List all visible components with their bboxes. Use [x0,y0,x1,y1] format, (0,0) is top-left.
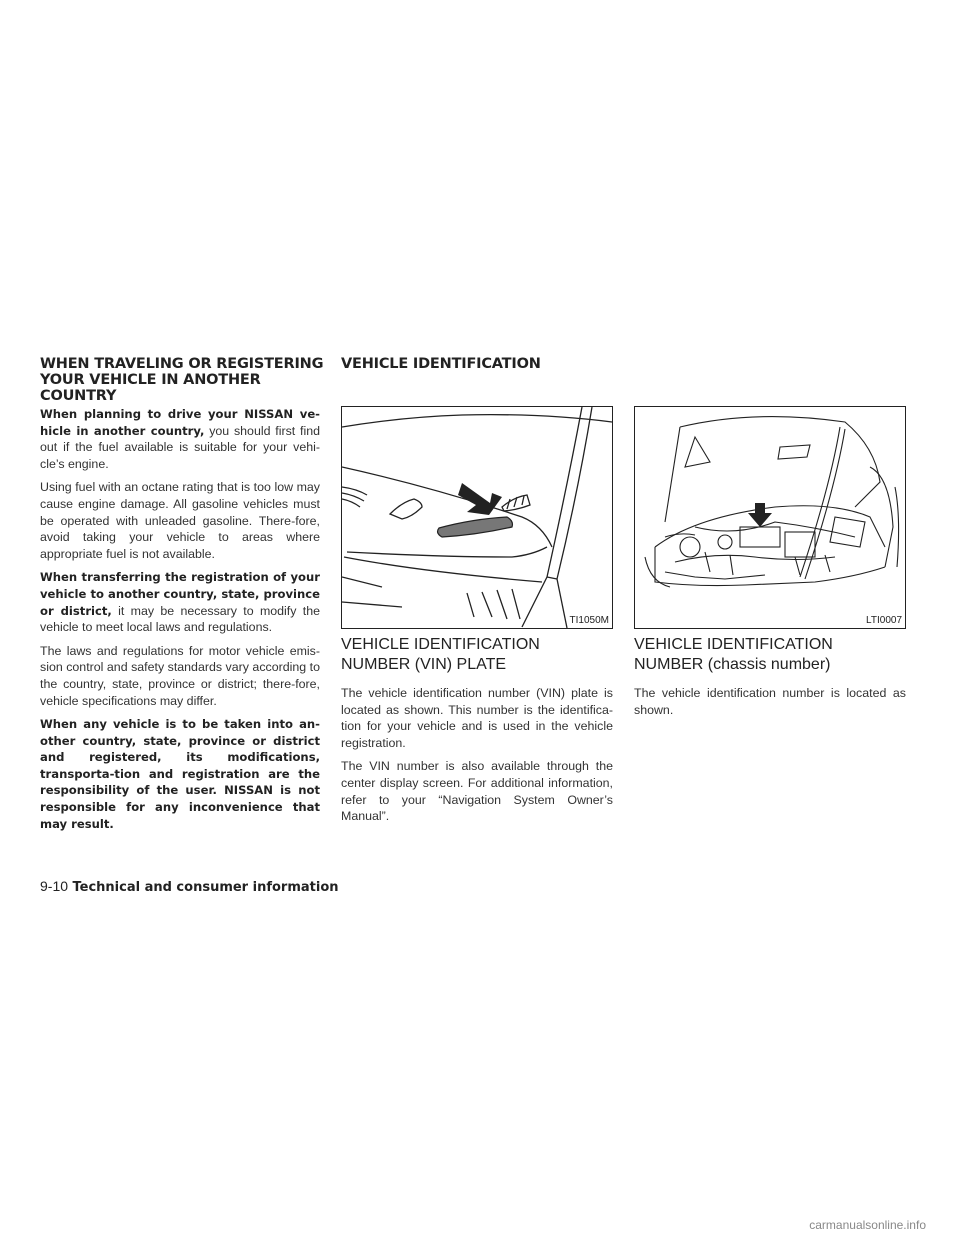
paragraph-1-text: you should first find out if the fuel available is suitable for your vehi-cle’s engine. [40,423,320,471]
paragraph-1-bold: When planning to drive your NISSAN ve-hicle in another country, [40,407,320,438]
right-section-heading: VEHICLE IDENTIFICATION [341,356,541,372]
left-section-heading: WHEN TRAVELING OR REGISTERING YOUR VEHICLE IN ANOTHER COUNTRY [40,356,324,404]
chassis-illustration [635,407,905,628]
chassis-figure [634,406,906,629]
paragraph-5-bold: When any vehicle is to be taken into an-other country, state, province or district and registered, its modifications, transporta-tion and registration are the responsibility of the user. NISSAN is not responsible for any inconvenience that may result. [40,717,320,831]
vin-plate-section [341,635,613,832]
paragraph-2-text: Using fuel with an octane rating that is too low may cause engine damage. All gasoline vehicles must be operated with unleaded gasoline. There-fore, avoid taking your vehicle to areas where appropriate fuel is not available. [40,480,320,561]
watermark-text: carmanualsonline.info [809,1218,926,1232]
vin-plate-title: VEHICLE IDENTIFICATION NUMBER (VIN) PLATE [341,636,540,673]
page-number: 9-10 [40,878,69,894]
paragraph-3 [40,569,320,635]
vin-plate-paragraph-2: The VIN number is also available through the center display screen. For additional information, refer to your “Navigation System Owner’s Manual”. [341,759,613,824]
page-footer [40,878,339,896]
chassis-section [634,635,906,725]
vin-plate-figure-code: TI1050M [569,615,609,626]
left-section-body [40,406,320,839]
chapter-title: Technical and consumer information [72,880,339,895]
paragraph-4 [40,643,320,709]
vin-plate-illustration [342,407,612,628]
vin-plate-figure [341,406,613,629]
vin-plate-paragraph-1: The vehicle identification number (VIN) plate is located as shown. This number is the identifica-tion for your vehicle and is used in the vehicle registration. [341,686,613,750]
chassis-figure-code: LTI0007 [866,615,902,626]
chassis-title: VEHICLE IDENTIFICATION NUMBER (chassis number) [634,636,833,673]
chassis-paragraph-1: The vehicle identification number is located as shown. [634,686,906,717]
paragraph-2 [40,479,320,562]
paragraph-4-text: The laws and regulations for motor vehicle emis-sion control and safety standards vary according to the country, state, province or district; there-fore, vehicle specifications may differ. [40,643,320,708]
paragraph-3-text: it may be necessary to modify the vehicle to meet local laws and regulations. [40,603,320,635]
paragraph-1 [40,406,320,472]
paragraph-5 [40,716,320,832]
paragraph-3-bold: When transferring the registration of your vehicle to another country, state, province or district, [40,570,320,618]
